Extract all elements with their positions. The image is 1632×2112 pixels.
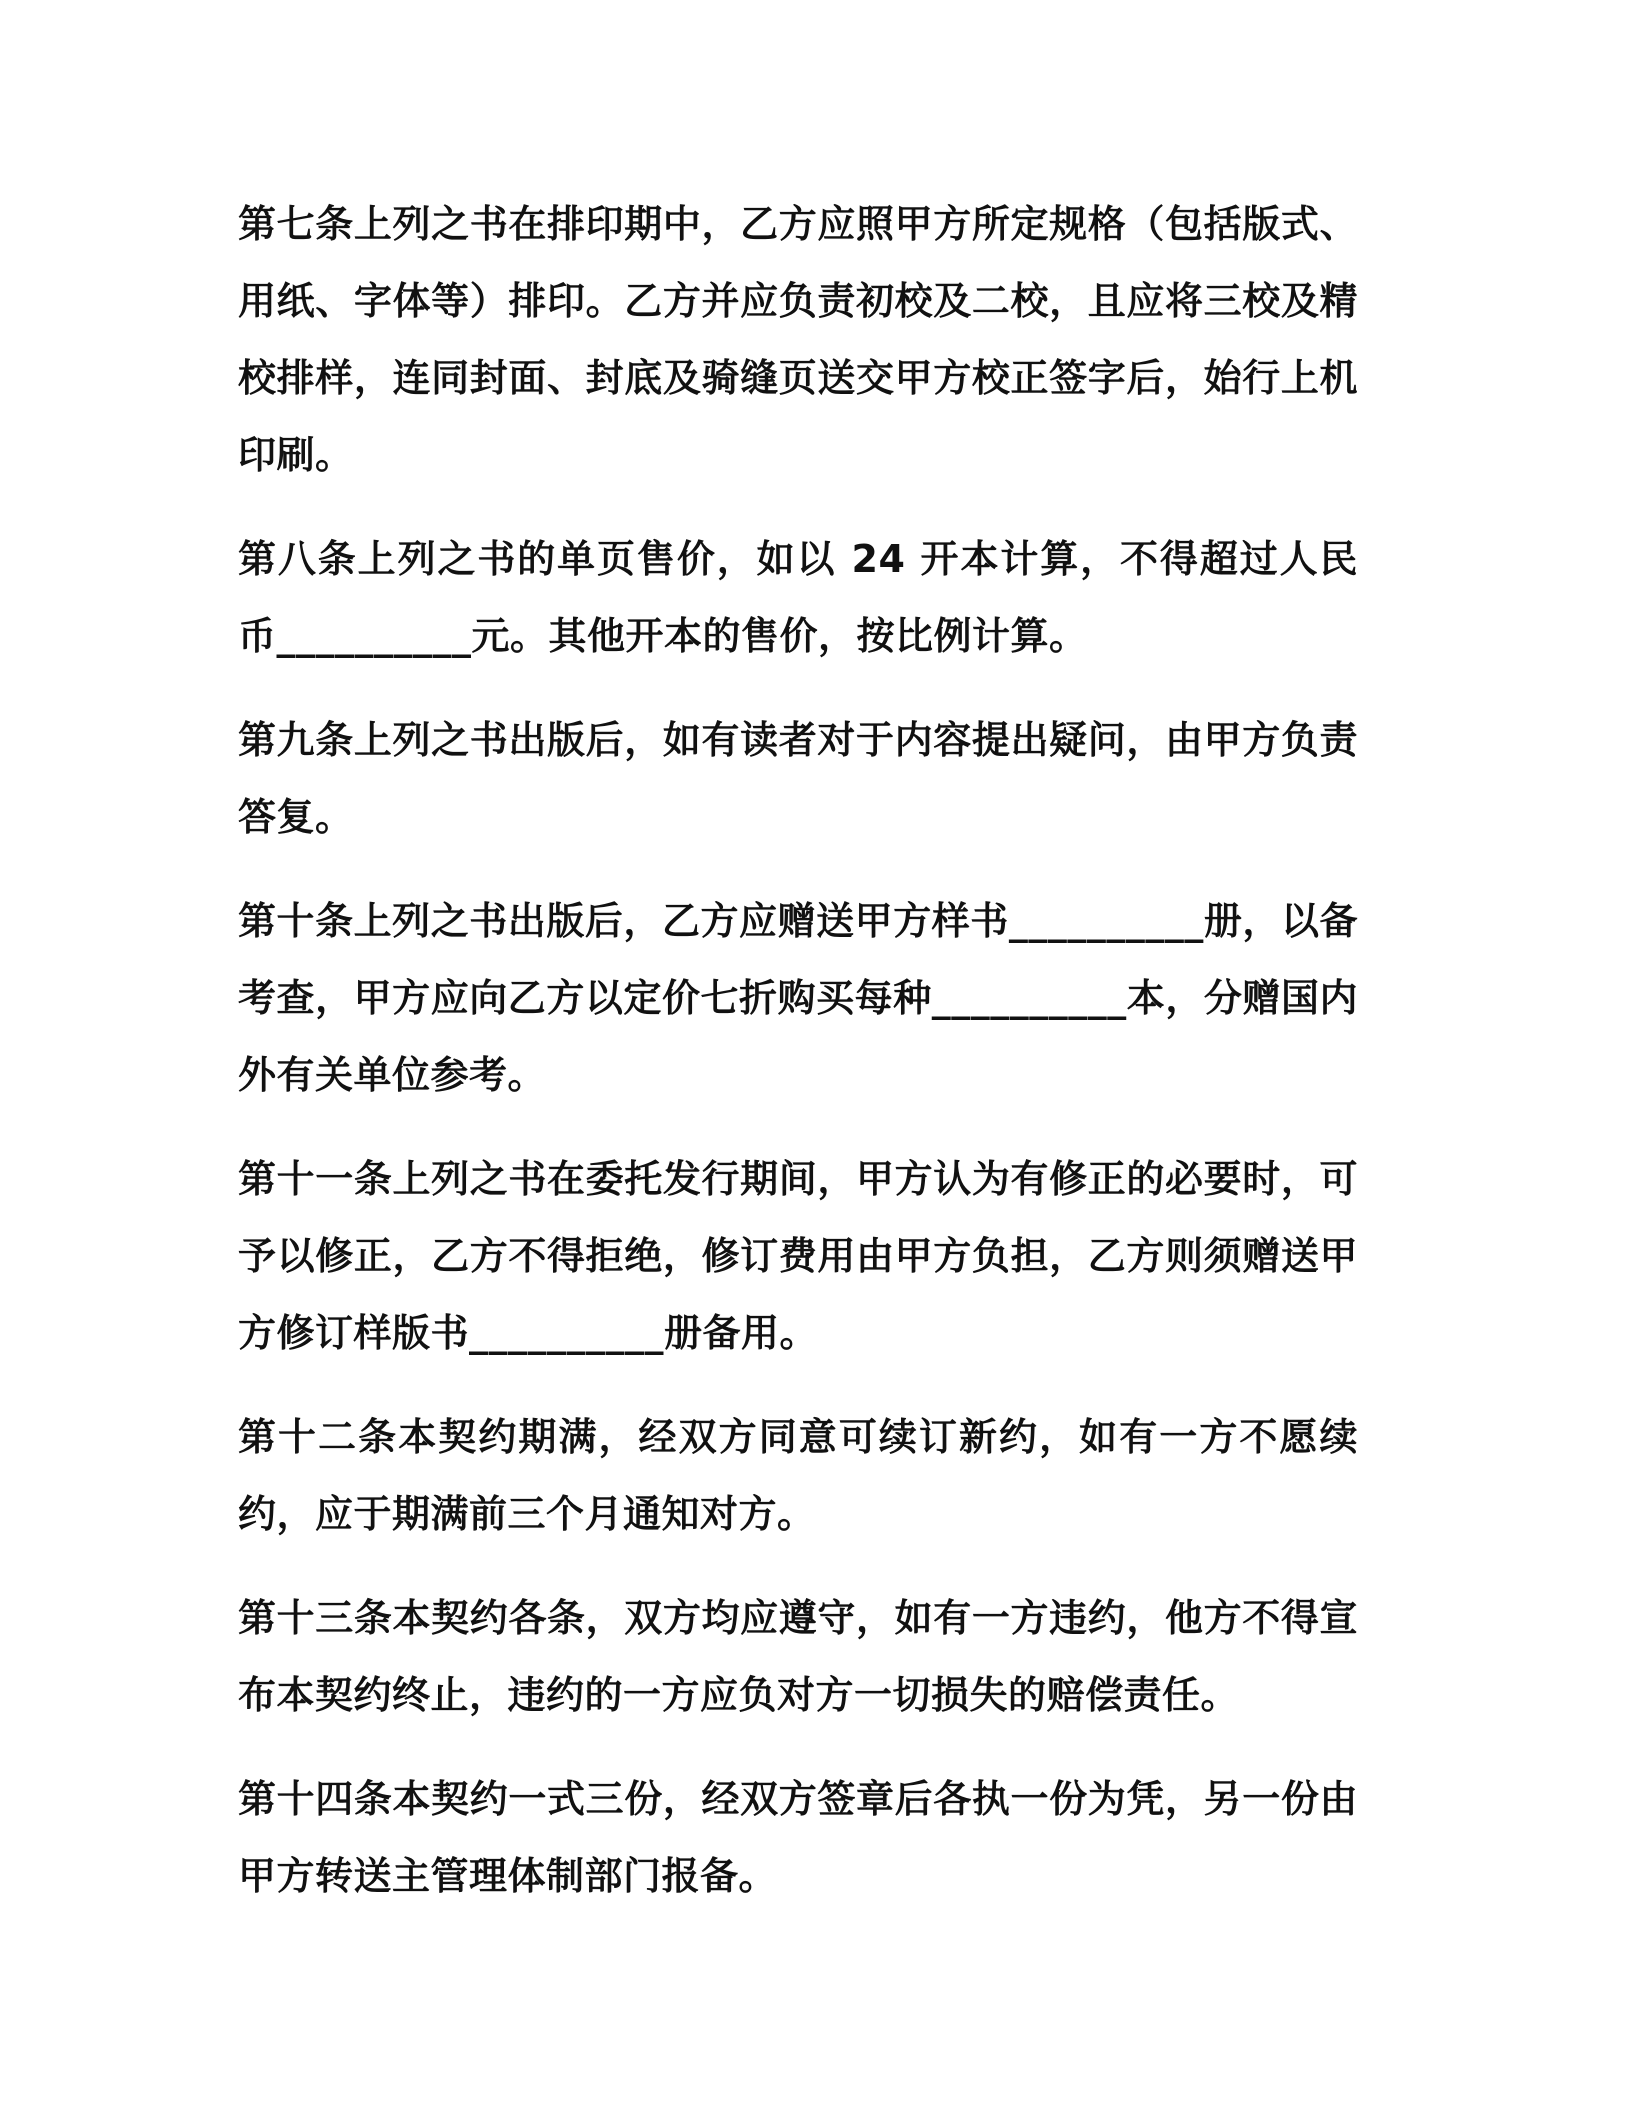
article-13: 第十三条本契约各条，双方均应遵守，如有一方违约，他方不得宣布本契约终止，违约的一方应负对方一切损失的赔偿责任。 (238, 1596, 1358, 1717)
article-10: 第十条上列之书出版后，乙方应赠送甲方样书__________册，以备考查，甲方应向乙方以定价七折购买每种__________本，分赠国内外有关单位参考。 (238, 899, 1358, 1097)
article-7: 第七条上列之书在排印期中，乙方应照甲方所定规格（包括版式、用纸、字体等）排印。乙方并应负责初校及二校，且应将三校及精校排样，连同封面、封底及骑缝页送交甲方校正签字后，始行上机印刷。 (238, 202, 1358, 477)
article-11: 第十一条上列之书在委托发行期间，甲方认为有修正的必要时，可予以修正，乙方不得拒绝，修订费用由甲方负担，乙方则须赠送甲方修订样版书__________册备用。 (238, 1157, 1358, 1355)
article-8: 第八条上列之书的单页售价，如以 24 开本计算，不得超过人民币__________元。其他开本的售价，按比例计算。 (238, 537, 1358, 658)
article-12: 第十二条本契约期满，经双方同意可续订新约，如有一方不愿续约，应于期满前三个月通知对方。 (238, 1415, 1358, 1536)
contract-body (238, 186, 1358, 1942)
article-14: 第十四条本契约一式三份，经双方签章后各执一份为凭，另一份由甲方转送主管理体制部门报备。 (238, 1777, 1358, 1898)
article-9: 第九条上列之书出版后，如有读者对于内容提出疑问，由甲方负责答复。 (238, 718, 1358, 839)
